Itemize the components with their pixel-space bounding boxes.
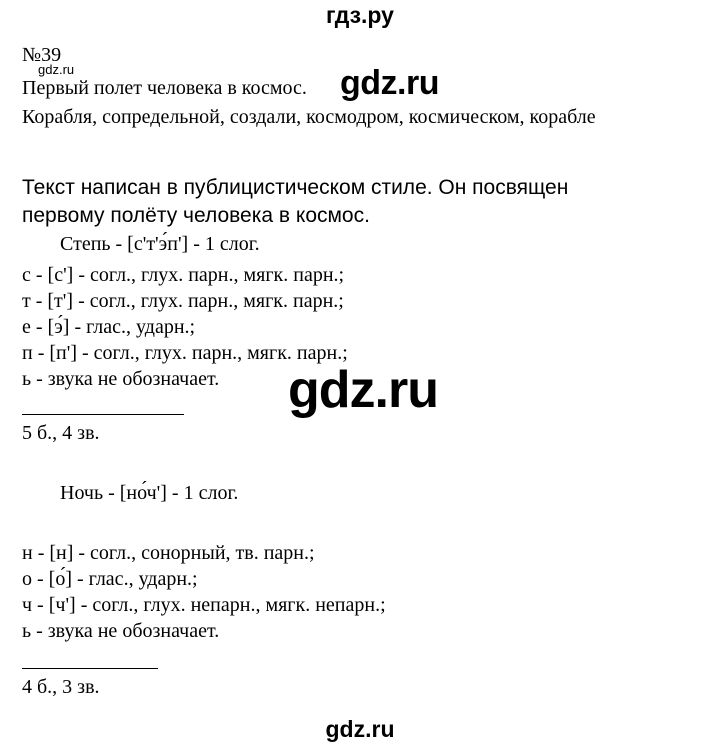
- watermark-middle: gdz.ru: [288, 361, 438, 419]
- word2-row: ь - звука не обозначает.: [22, 620, 220, 642]
- word1-summary: 5 б., 4 зв.: [22, 422, 100, 444]
- site-footer: gdz.ru: [325, 716, 395, 742]
- word1-row: ь - звука не обозначает.: [22, 368, 220, 390]
- word1-row: с - [с'] - согл., глух. парн., мягк. парн.;: [22, 264, 345, 286]
- word2-row: н - [н] - согл., сонорный, тв. парн.;: [22, 542, 315, 564]
- summary-rule: [22, 668, 158, 669]
- word1-heading: Степь - [с'т'э́п'] - 1 слог.: [60, 233, 260, 255]
- text-style-line-1: Текст написан в публицистическом стиле. Он посвящен: [22, 176, 569, 199]
- word1-row: п - [п'] - согл., глух. парн., мягк. парн.;: [22, 342, 348, 364]
- exercise-number: №39: [22, 44, 62, 66]
- exercise-words: Корабля, сопредельной, создали, космодром, космическом, корабле: [22, 106, 596, 128]
- word2-summary: 4 б., 3 зв.: [22, 676, 100, 698]
- exercise-title: Первый полет человека в космос.: [22, 77, 307, 99]
- summary-rule: [22, 414, 184, 415]
- word2-heading: Ночь - [но́ч'] - 1 слог.: [60, 482, 239, 504]
- word2-row: ч - [ч'] - согл., глух. непарн., мягк. непарн.;: [22, 594, 386, 616]
- watermark-top: gdz.ru: [340, 64, 439, 102]
- watermark-small: gdz.ru: [38, 62, 75, 77]
- site-header: гдз.ру: [326, 2, 394, 28]
- word2-row: о - [о́] - глас., ударн.;: [22, 568, 198, 590]
- word1-row: е - [э́] - глас., ударн.;: [22, 316, 196, 338]
- word1-row: т - [т'] - согл., глух. парн., мягк. парн.;: [22, 290, 344, 312]
- text-style-line-2: первому полёту человека в космос.: [22, 204, 370, 227]
